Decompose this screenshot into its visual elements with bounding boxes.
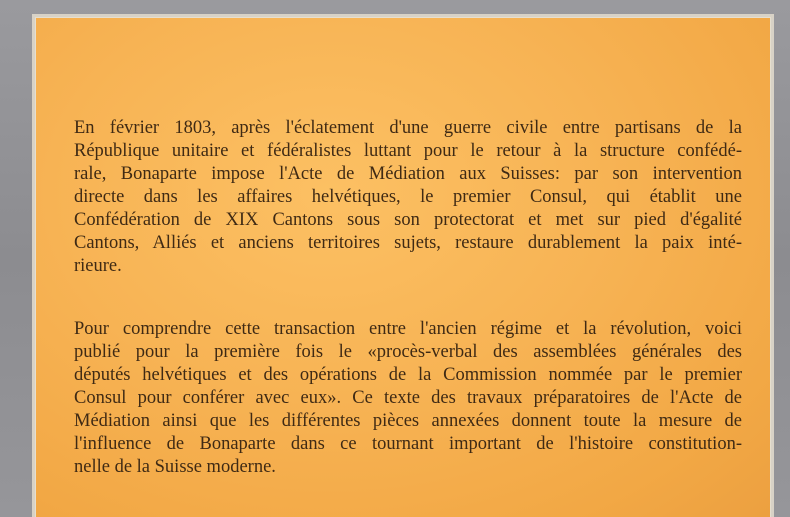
text-line: Médiation ainsi que les différentes pièces annexées donnent toute la mesure de [74,411,742,431]
paragraph-2 [74,318,742,479]
text-line: députés helvétiques et des opérations de la Commission nommée par le premier [74,365,742,385]
text-line: En février 1803, après l'éclatement d'une guerre civile entre partisans de la [74,118,742,138]
text-line: Cantons, Alliés et anciens territoires sujets, restaure durablement la paix inté- [74,233,742,253]
text-line: Consul pour conférer avec eux». Ce texte des travaux préparatoires de l'Acte de [74,388,742,408]
text-line: directe dans les affaires helvétiques, le premier Consul, qui établit une [74,187,742,207]
text-line: rale, Bonaparte impose l'Acte de Médiation aux Suisses: par son intervention [74,164,742,184]
text-line: rieure. [74,256,122,276]
text-line: l'influence de Bonaparte dans ce tournant important de l'histoire constitution- [74,434,742,454]
text-line: nelle de la Suisse moderne. [74,457,276,477]
text-line: publié pour la première fois le «procès-verbal des assemblées générales des [74,342,742,362]
text-line: République unitaire et fédéralistes luttant pour le retour à la structure confédé- [74,141,742,161]
text-line: Pour comprendre cette transaction entre l'ancien régime et la révolution, voici [74,319,742,339]
paragraph-1 [74,117,742,278]
text-line: Confédération de XIX Cantons sous son protectorat et met sur pied d'égalité [74,210,742,230]
